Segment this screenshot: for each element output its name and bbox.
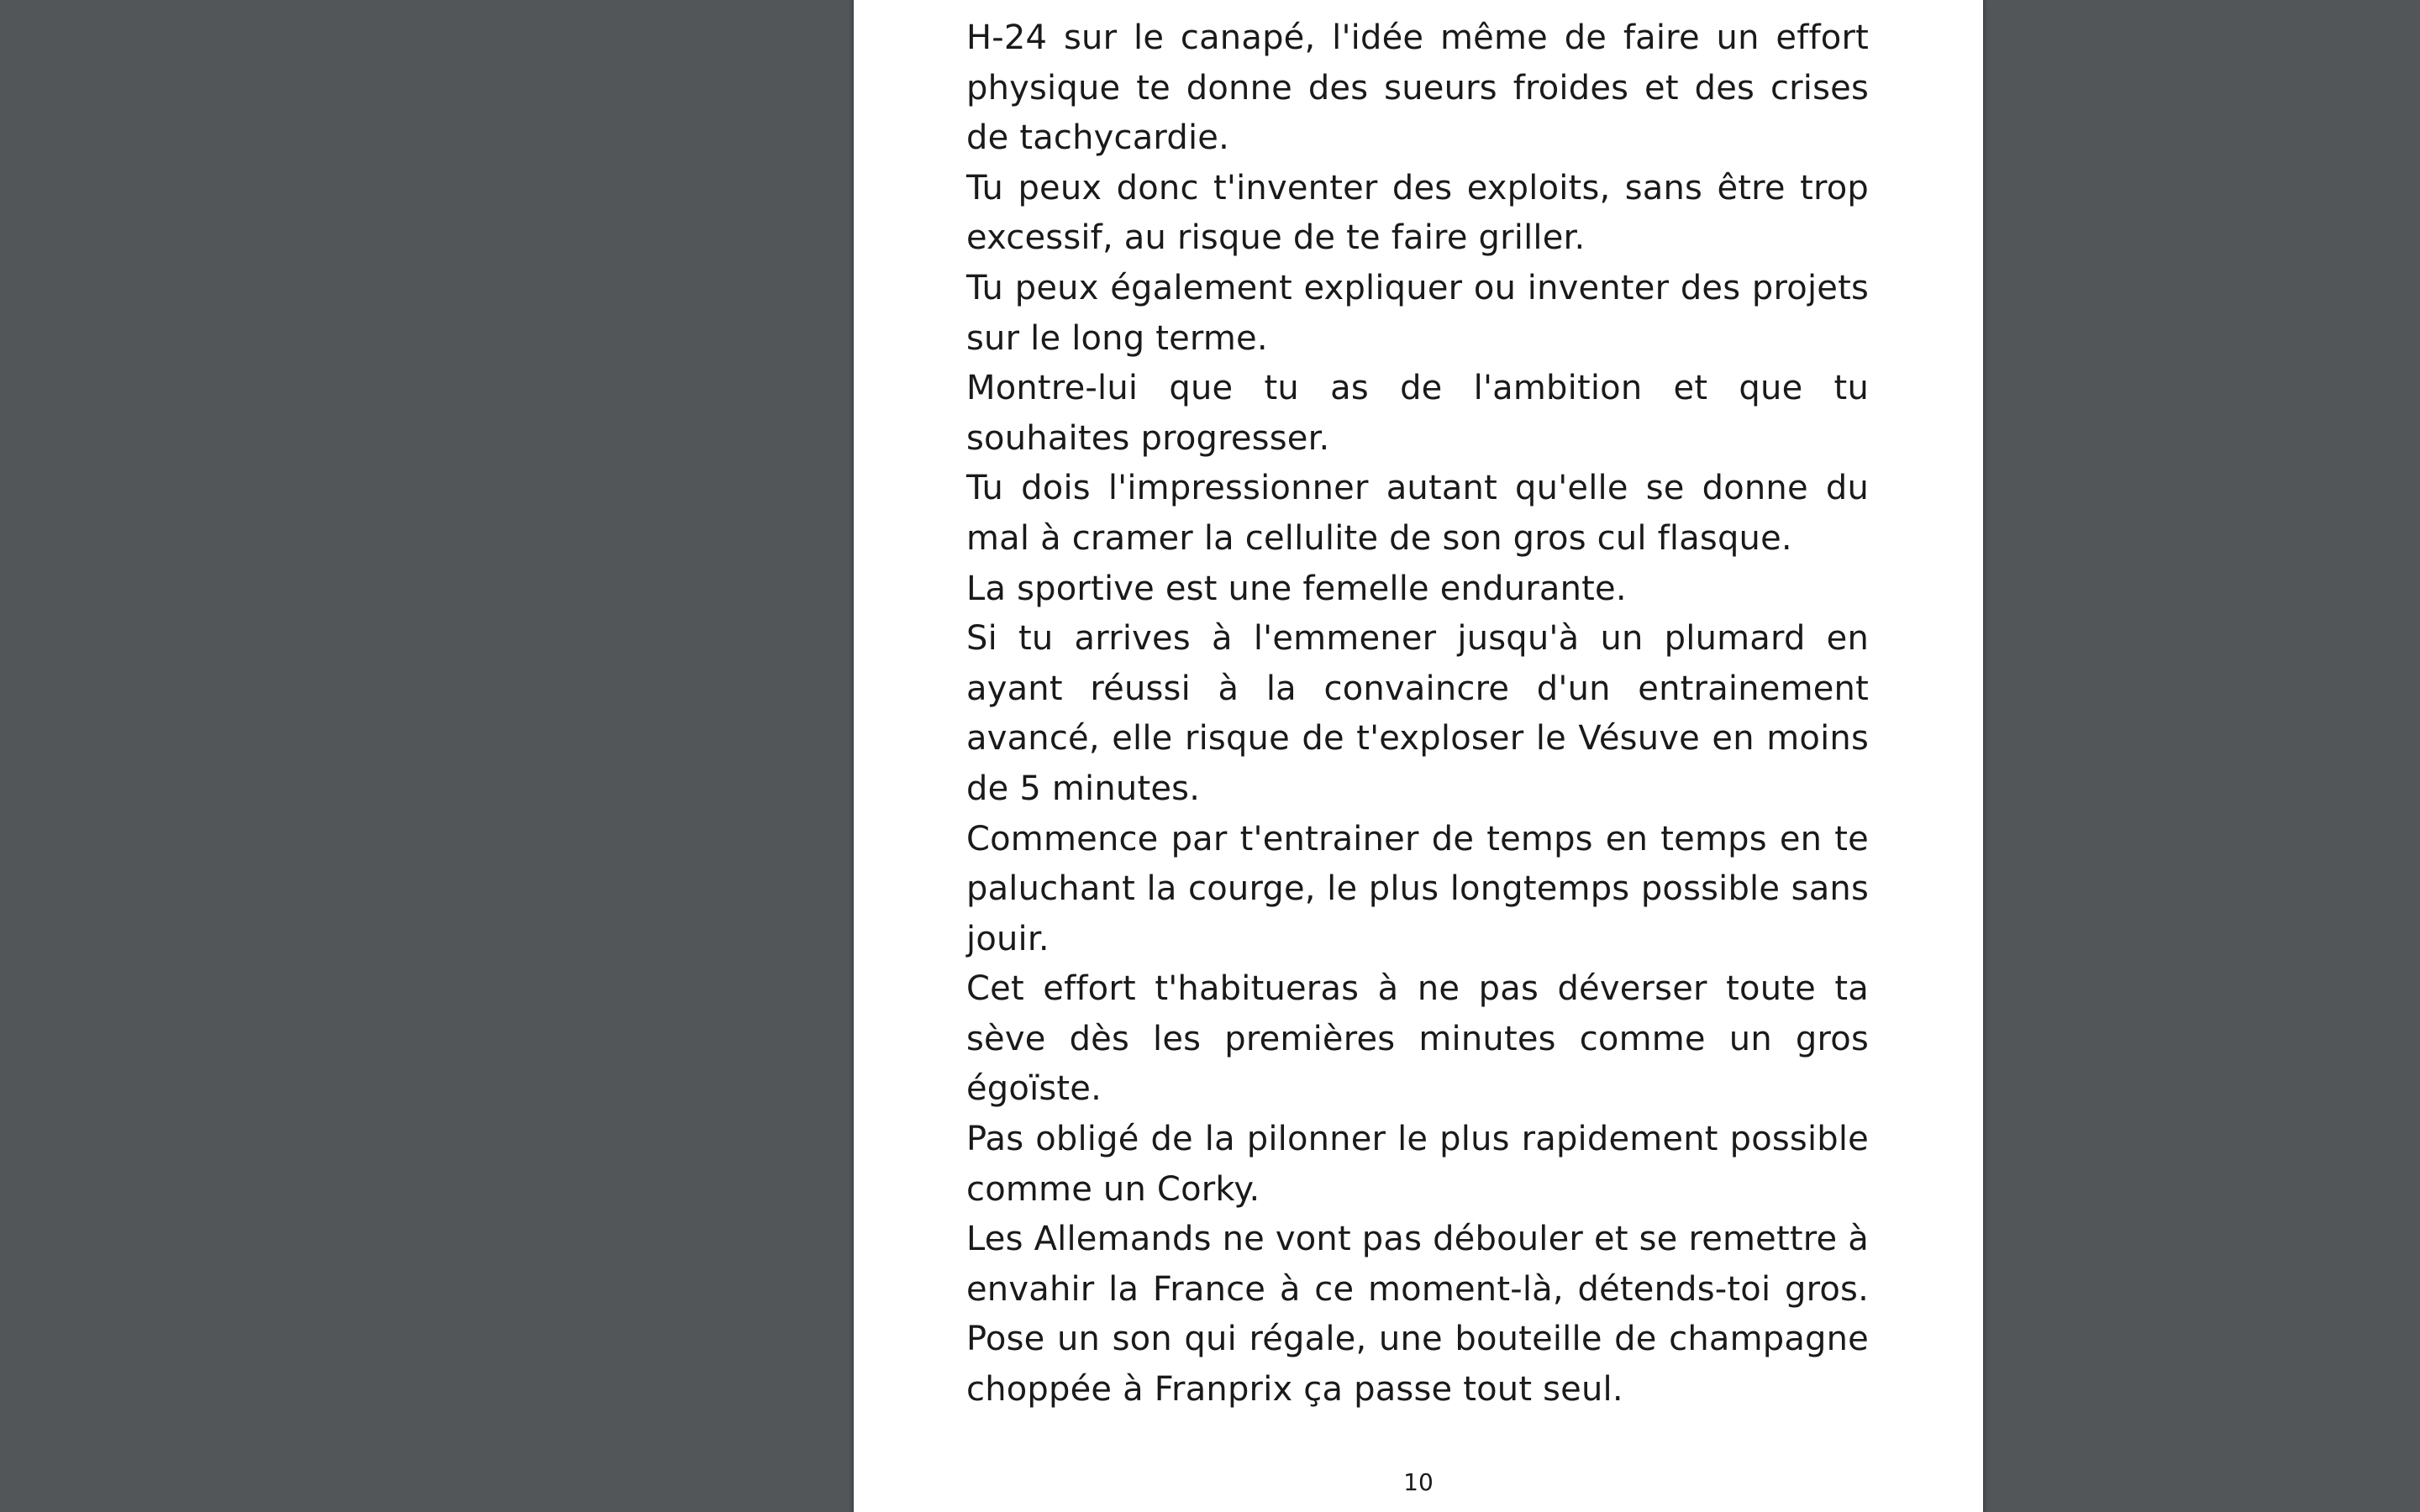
paragraph: Les Allemands ne vont pas débouler et se remettre à envahir la France à ce moment-là, détends-toi gros. Pose un son qui régale, une bouteille de champagne choppée à Franprix ça passe tout seul. [966,1220,1869,1410]
paragraph: Pas obligé de la pilonner le plus rapidement possible comme un Corky. [966,1120,1869,1209]
paragraph: Si tu arrives à l'emmener jusqu'à un plumard en ayant réussi à la convaincre d'un entrainement avancé, elle risque de t'exploser le Vésuve en moins de 5 minutes. [966,619,1869,808]
page-text [966,13,1869,1415]
paragraph: La sportive est une femelle endurante. [966,569,1627,608]
page-number: 10 [1403,1468,1434,1496]
paragraph: Tu dois l'impressionner autant qu'elle se donne du mal à cramer la cellulite de son gros cul flasque. [966,469,1869,558]
paragraph: Cet effort t'habitueras à ne pas déverser toute ta sève dès les premières minutes comme un gros égoïste. [966,969,1869,1109]
paragraph: H-24 sur le canapé, l'idée même de faire un effort physique te donne des sueurs froides et des crises de tachycardie. [966,18,1869,158]
document-page [854,0,1983,1512]
paragraph: Tu peux également expliquer ou inventer des projets sur le long terme. [966,268,1869,358]
paragraph: Commence par t'entrainer de temps en temps en te paluchant la courge, le plus longtemps possible sans jouir. [966,819,1869,958]
paragraph: Tu peux donc t'inventer des exploits, sans être trop excessif, au risque de te faire griller. [966,168,1869,258]
paragraph: Montre-lui que tu as de l'ambition et que tu souhaites progresser. [966,369,1869,458]
